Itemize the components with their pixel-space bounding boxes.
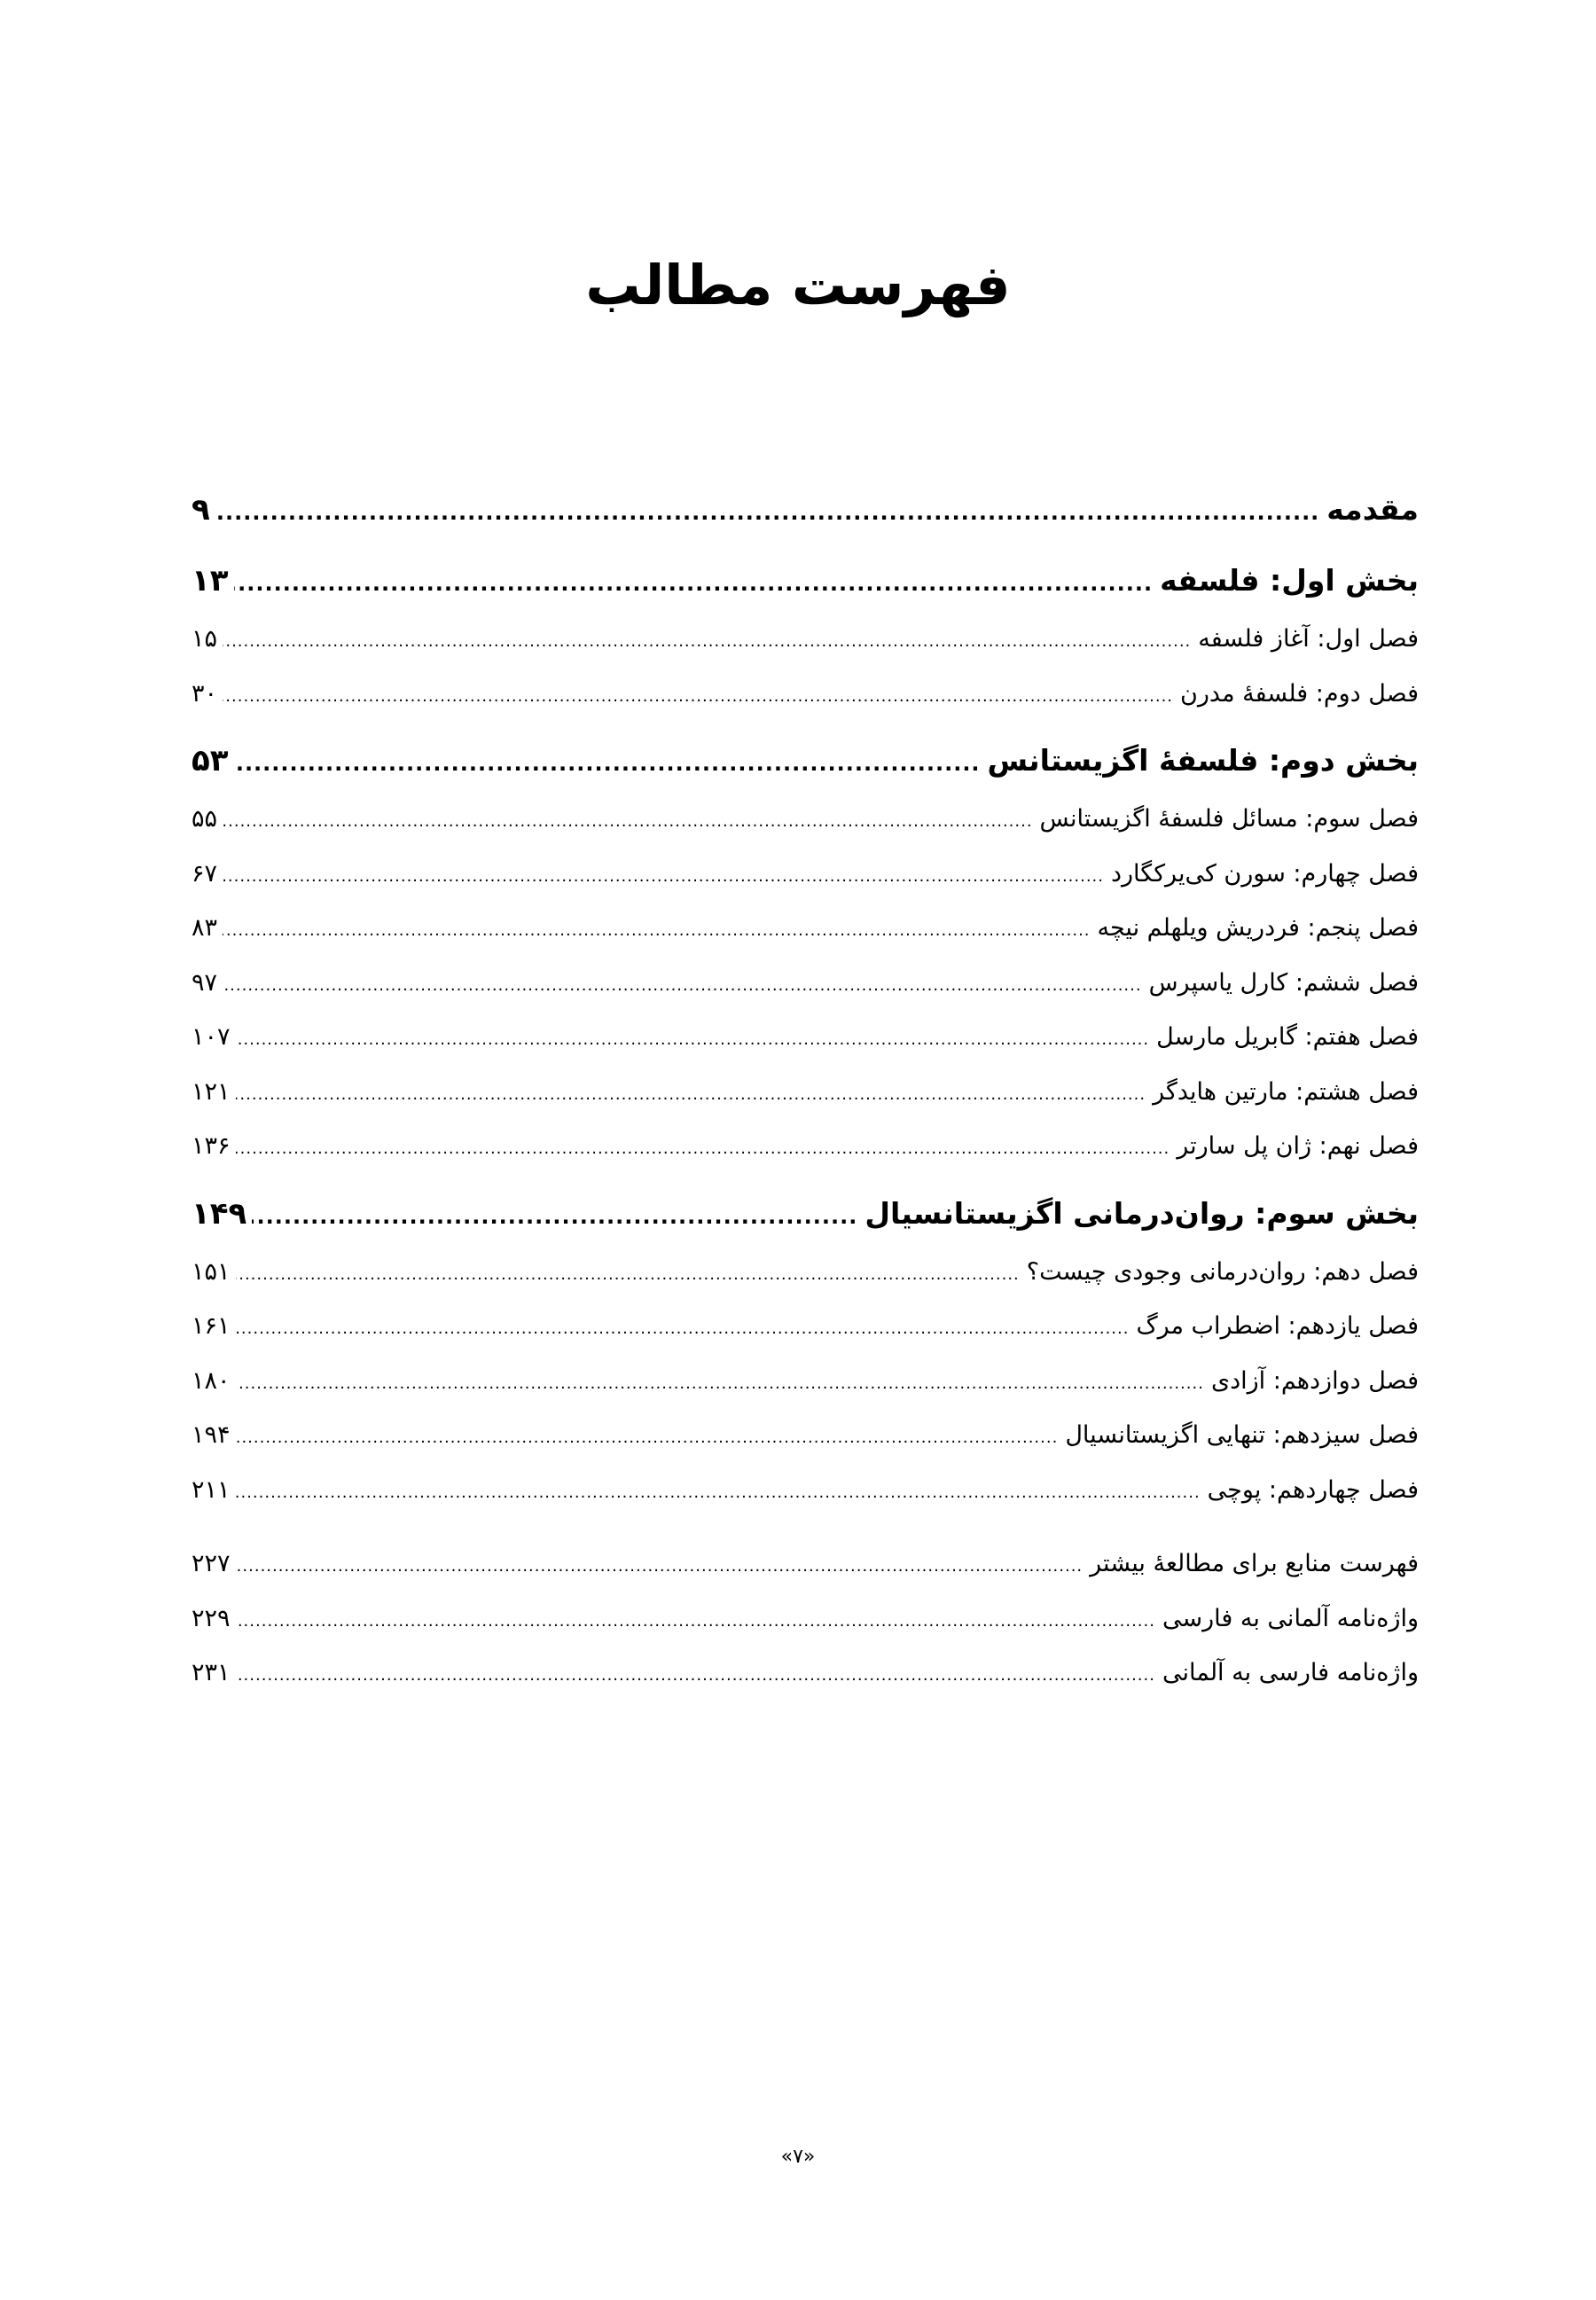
- toc-entry-label: مقدمه: [1326, 492, 1419, 527]
- toc-entry-label: فصل دوازدهم: آزادی: [1210, 1366, 1419, 1395]
- toc-entry-label: فصل ششم: کارل یاسپرس: [1148, 968, 1419, 997]
- toc-entry-label: واژه‌نامه فارسی به آلمانی: [1162, 1659, 1419, 1686]
- table-of-contents: [192, 479, 1419, 1701]
- toc-page-number: ۱۵: [192, 625, 218, 653]
- toc-page-number: ۲۳۱: [192, 1659, 231, 1686]
- toc-chapter-13: [192, 1408, 1419, 1463]
- toc-page-number: ۱۵۱: [192, 1257, 231, 1286]
- dot-leader: [223, 669, 1173, 724]
- toc-chapter-14: [192, 1463, 1419, 1518]
- toc-page-number: ۹: [192, 492, 210, 528]
- toc-page-number: ۱۴۹: [192, 1195, 247, 1232]
- dot-leader: [236, 1357, 1204, 1412]
- toc-part-3: [192, 1183, 1419, 1245]
- toc-entry-label: فصل هفتم: گابریل مارسل: [1156, 1023, 1419, 1051]
- toc-entry-label: فصل چهاردهم: پوچی: [1207, 1475, 1419, 1504]
- toc-chapter-4: [192, 847, 1419, 902]
- toc-page-number: ۳۰: [192, 679, 218, 708]
- toc-entry-label: فصل نهم: ژان پل سارتر: [1177, 1132, 1419, 1160]
- toc-part-2: [192, 730, 1419, 792]
- dot-leader: [223, 904, 1091, 958]
- toc-page-number: ۶۷: [192, 859, 218, 888]
- toc-page-number: ۵۵: [192, 805, 218, 833]
- toc-chapter-6: [192, 956, 1419, 1011]
- dot-leader: [236, 1248, 1020, 1303]
- toc-page-number: ۱۳: [192, 563, 229, 598]
- toc-page-number: ۱۹۴: [192, 1421, 231, 1449]
- dot-leader: [236, 1013, 1150, 1068]
- toc-entry-label: واژه‌نامه آلمانی به فارسی: [1162, 1604, 1419, 1632]
- dot-leader: [223, 958, 1142, 1013]
- dot-leader: [252, 1185, 857, 1248]
- toc-page-number: ۵۳: [192, 743, 229, 778]
- toc-chapter-8: [192, 1065, 1419, 1120]
- toc-page-number: ۲۱۱: [192, 1475, 231, 1504]
- dot-leader: [223, 794, 1033, 849]
- toc-page-number: ۱۰۷: [192, 1023, 231, 1051]
- dot-leader: [236, 1411, 1059, 1466]
- dot-leader: [223, 849, 1104, 904]
- dot-leader: [215, 481, 1320, 544]
- toc-entry-label: فصل یازدهم: اضطراب مرگ: [1136, 1312, 1419, 1340]
- toc-chapter-7: [192, 1010, 1419, 1065]
- toc-page-number: ۱۸۰: [192, 1366, 231, 1395]
- toc-page-number: ۸۳: [192, 914, 218, 942]
- dot-leader: [236, 1302, 1130, 1357]
- dot-leader: [236, 1594, 1155, 1649]
- toc-entry-label: فصل سوم: مسائل فلسفۀ اگزیستانس: [1039, 805, 1419, 833]
- toc-entry-label: فصل چهارم: سورن کی‌یرکگارد: [1111, 859, 1419, 888]
- toc-chapter-10: [192, 1245, 1419, 1300]
- toc-entry-label: فصل دهم: روان‌درمانی وجودی چیست؟: [1026, 1257, 1419, 1286]
- toc-page-number: ۲۲۷: [192, 1550, 231, 1577]
- toc-entry-label: بخش سوم: روان‌درمانی اگزیستانسیال: [864, 1195, 1419, 1231]
- page-title: فهرست مطالب: [585, 253, 1011, 317]
- toc-chapter-11: [192, 1299, 1419, 1354]
- toc-page-number: ۱۲۱: [192, 1077, 231, 1106]
- toc-entry-label: بخش دوم: فلسفۀ اگزیستانس: [987, 743, 1419, 778]
- toc-entry-introduction: [192, 479, 1419, 541]
- toc-entry-label: فهرست منابع برای مطالعۀ بیشتر: [1090, 1550, 1419, 1577]
- toc-part-1: [192, 550, 1419, 612]
- toc-chapter-9: [192, 1119, 1419, 1174]
- toc-chapter-3: [192, 792, 1419, 847]
- dot-leader: [236, 1068, 1146, 1123]
- dot-leader: [236, 1466, 1201, 1521]
- toc-entry-label: بخش اول: فلسفه: [1160, 563, 1419, 598]
- toc-page-number: ۱۶۱: [192, 1312, 231, 1340]
- toc-chapter-5: [192, 901, 1419, 956]
- toc-chapter-2: [192, 667, 1419, 722]
- dot-leader: [223, 614, 1191, 669]
- dot-leader: [234, 732, 981, 794]
- toc-glossary-german-persian: [192, 1592, 1419, 1647]
- page-number-footer: «۷»: [780, 2146, 816, 2168]
- toc-chapter-12: [192, 1354, 1419, 1409]
- toc-entry-label: فصل سیزدهم: تنهایی اگزیستانسیال: [1065, 1421, 1419, 1449]
- dot-leader: [234, 552, 1154, 614]
- toc-glossary-persian-german: [192, 1646, 1419, 1701]
- toc-page-number: ۱۳۶: [192, 1132, 231, 1160]
- toc-entry-label: فصل هشتم: مارتین هایدگر: [1153, 1077, 1419, 1106]
- toc-entry-label: فصل اول: آغاز فلسفه: [1198, 625, 1419, 653]
- toc-entry-label: فصل پنجم: فردریش ویلهلم نیچه: [1097, 914, 1419, 942]
- dot-leader: [236, 1122, 1170, 1177]
- dot-leader: [236, 1539, 1084, 1594]
- toc-entry-label: فصل دوم: فلسفۀ مدرن: [1180, 679, 1419, 708]
- toc-page-number: ۲۲۹: [192, 1604, 231, 1632]
- dot-leader: [236, 1648, 1155, 1703]
- toc-page-number: ۹۷: [192, 968, 218, 997]
- toc-chapter-1: [192, 612, 1419, 667]
- toc-bibliography: [192, 1537, 1419, 1592]
